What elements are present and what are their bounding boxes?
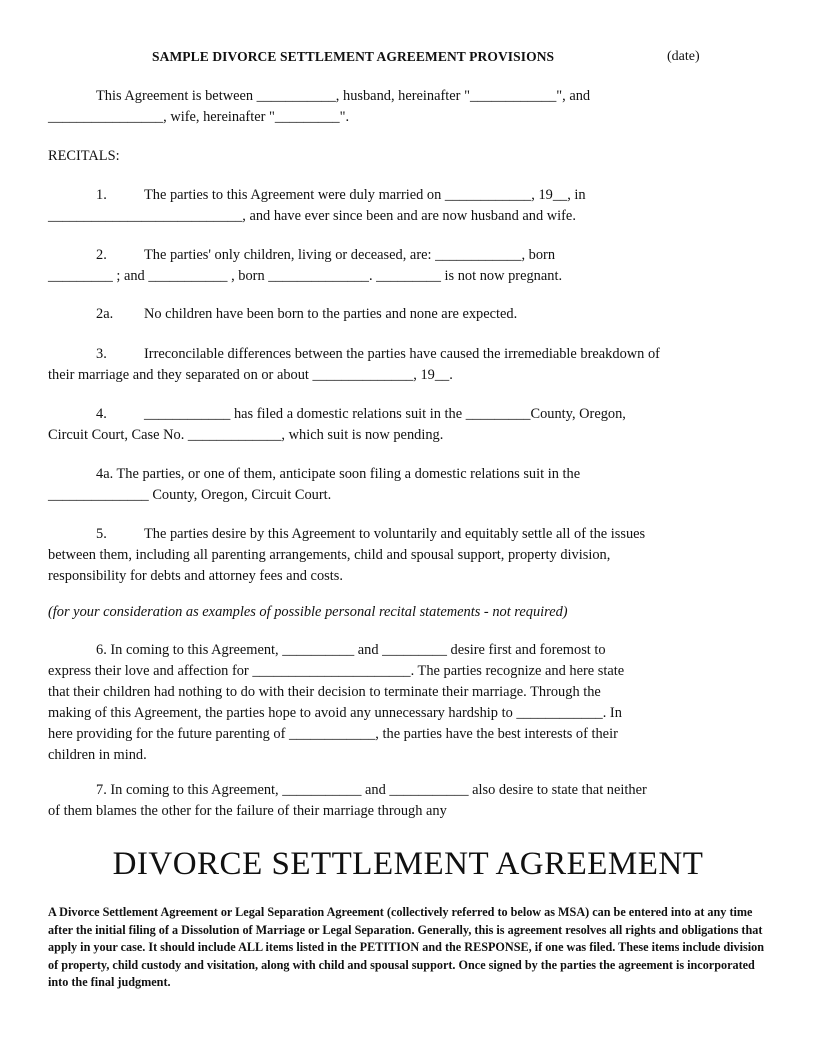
recital-1	[48, 185, 768, 227]
recital-text: between them, including all parenting arrangements, child and spousal support, property division,	[48, 547, 611, 563]
recital-text: 7. In coming to this Agreement, ___________ and ___________ also desire to state that neither	[96, 782, 647, 798]
recital-2	[48, 245, 768, 287]
recital-number: 2a.	[96, 306, 114, 322]
recital-number: 1.	[96, 187, 107, 203]
recital-3	[48, 344, 768, 386]
agreement-title: DIVORCE SETTLEMENT AGREEMENT	[112, 846, 704, 882]
intro-paragraph	[48, 86, 768, 128]
recital-4a	[48, 464, 768, 506]
recital-text: The parties' only children, living or deceased, are: ____________, born	[144, 247, 556, 263]
recital-text: making of this Agreement, the parties hope to avoid any unnecessary hardship to ____________. In	[48, 705, 622, 721]
recital-text: 4a. The parties, or one of them, anticipate soon filing a domestic relations suit in the	[96, 466, 581, 482]
recital-text: responsibility for debts and attorney fees and costs.	[48, 568, 343, 584]
recital-6	[48, 640, 768, 766]
document-header-date: (date)	[667, 49, 700, 64]
recital-text: ___________________________, and have ever since been and are now husband and wife.	[48, 208, 576, 224]
recital-number: 5.	[96, 526, 107, 542]
recital-text: Circuit Court, Case No. _____________, which suit is now pending.	[48, 427, 444, 443]
recitals-heading: RECITALS:	[48, 148, 120, 164]
agreement-summary: A Divorce Settlement Agreement or Legal Separation Agreement (collectively referred to below as MSA) can be entered into at any time after the initial filing of a Dissolution of Marriage or Legal Separation. Generally, this is agreement resolves all rights and obligations that apply in your case. It should include ALL items listed in the PETITION and the RESPONSE, if one was filed. These items include division of property, child custody and visitation, along with child and spousal support. Once signed by the parties the agreement is incorporated into the final judgment.	[48, 905, 765, 989]
recital-2a	[48, 304, 768, 325]
recital-text: No children have been born to the parties and none are expected.	[144, 306, 518, 322]
recital-5	[48, 524, 768, 587]
recital-text: The parties to this Agreement were duly married on ____________, 19__, in	[144, 187, 586, 203]
recital-text: of them blames the other for the failure of their marriage through any	[48, 803, 447, 819]
recital-text: The parties desire by this Agreement to voluntarily and equitably settle all of the issues	[144, 526, 646, 542]
recital-text: express their love and affection for ______________________. The parties recognize and here state	[48, 663, 625, 679]
recital-7	[48, 780, 768, 822]
recital-number: 2.	[96, 247, 107, 263]
recital-note: (for your consideration as examples of possible personal recital statements - not required)	[48, 604, 568, 620]
intro-line-2: ________________, wife, hereinafter "_________".	[48, 109, 350, 125]
recital-number: 3.	[96, 346, 107, 362]
recital-number: 4.	[96, 406, 107, 422]
recital-4	[48, 404, 768, 446]
document-header-title: SAMPLE DIVORCE SETTLEMENT AGREEMENT PROVISIONS	[152, 49, 555, 64]
intro-line-1: This Agreement is between ___________, husband, hereinafter "____________", and	[96, 88, 591, 104]
recital-text: that their children had nothing to do with their decision to terminate their marriage. Through the	[48, 684, 601, 700]
recital-text: ______________ County, Oregon, Circuit Court.	[48, 487, 332, 503]
recital-text: Irreconcilable differences between the parties have caused the irremediable breakdown of	[144, 346, 660, 362]
recital-text: their marriage and they separated on or about ______________, 19__.	[48, 367, 453, 383]
recital-text: here providing for the future parenting of ____________, the parties have the best interests of their	[48, 726, 618, 742]
recital-text: ____________ has filed a domestic relations suit in the _________County, Oregon,	[144, 406, 626, 422]
recital-text: _________ ; and ___________ , born ______________. _________ is not now pregnant.	[48, 268, 563, 284]
recital-text: children in mind.	[48, 747, 147, 763]
recital-text: 6. In coming to this Agreement, __________ and _________ desire first and foremost to	[96, 642, 606, 658]
